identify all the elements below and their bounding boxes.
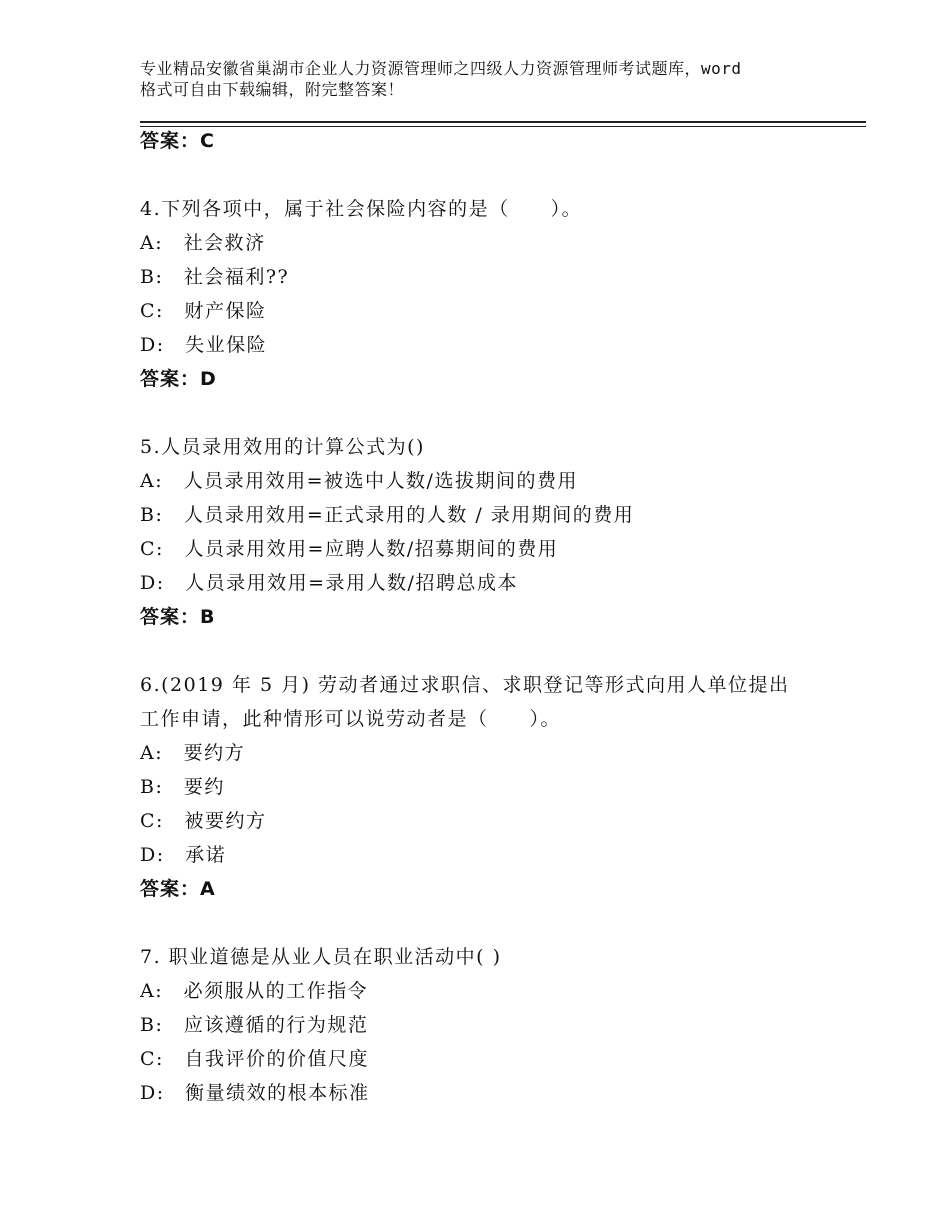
spacer <box>140 158 830 192</box>
document-header <box>140 58 840 100</box>
question-4-answer: 答案：D <box>140 368 217 390</box>
question-5 <box>140 430 830 634</box>
question-4 <box>140 192 830 396</box>
question-6-stem-line-2: 工作申请，此种情形可以说劳动者是（ ）。 <box>140 708 562 730</box>
question-7-option-a: A: 必须服从的工作指令 <box>140 980 369 1002</box>
spacer <box>140 634 830 668</box>
question-5-stem: 5.人员录用效用的计算公式为() <box>140 436 425 458</box>
header-rule-thick <box>140 121 866 123</box>
question-6 <box>140 668 830 906</box>
question-7-option-d: D: 衡量绩效的根本标准 <box>140 1082 370 1104</box>
question-4-option-d: D: 失业保险 <box>140 334 268 356</box>
question-6-option-d: D: 承诺 <box>140 844 227 866</box>
question-5-answer: 答案：B <box>140 606 216 628</box>
question-4-option-c: C: 财产保险 <box>140 300 267 322</box>
question-6-answer: 答案：A <box>140 878 216 900</box>
question-6-option-c: C: 被要约方 <box>140 810 267 832</box>
answer-q3: 答案：C <box>140 130 215 152</box>
question-7-option-c: C: 自我评价的价值尺度 <box>140 1048 369 1070</box>
question-5-option-a: A: 人员录用效用=被选中人数/选拔期间的费用 <box>140 470 578 492</box>
header-line-1: 专业精品安徽省巢湖市企业人力资源管理师之四级人力资源管理师考试题库，word <box>140 59 742 78</box>
question-4-option-a: A: 社会救济 <box>140 232 266 254</box>
question-5-option-c: C: 人员录用效用=应聘人数/招募期间的费用 <box>140 538 559 560</box>
question-6-stem-line-1: 6.(2019 年 5 月) 劳动者通过求职信、求职登记等形式向用人单位提出 <box>140 674 790 696</box>
question-7 <box>140 940 830 1110</box>
spacer <box>140 906 830 940</box>
question-4-option-b: B: 社会福利?? <box>140 266 290 288</box>
question-7-option-b: B: 应该遵循的行为规范 <box>140 1014 369 1036</box>
document-body <box>140 124 830 1110</box>
question-5-option-d: D: 人员录用效用=录用人数/招聘总成本 <box>140 572 518 594</box>
spacer <box>140 396 830 430</box>
question-5-option-b: B: 人员录用效用=正式录用的人数 / 录用期间的费用 <box>140 504 635 526</box>
header-line-2: 格式可自由下载编辑，附完整答案！ <box>140 80 405 99</box>
question-4-stem: 4.下列各项中，属于社会保险内容的是（ ）。 <box>140 198 583 220</box>
question-6-option-a: A: 要约方 <box>140 742 246 764</box>
question-6-option-b: B: 要约 <box>140 776 225 798</box>
question-7-stem: 7. 职业道德是从业人员在职业活动中( ) <box>140 946 502 968</box>
